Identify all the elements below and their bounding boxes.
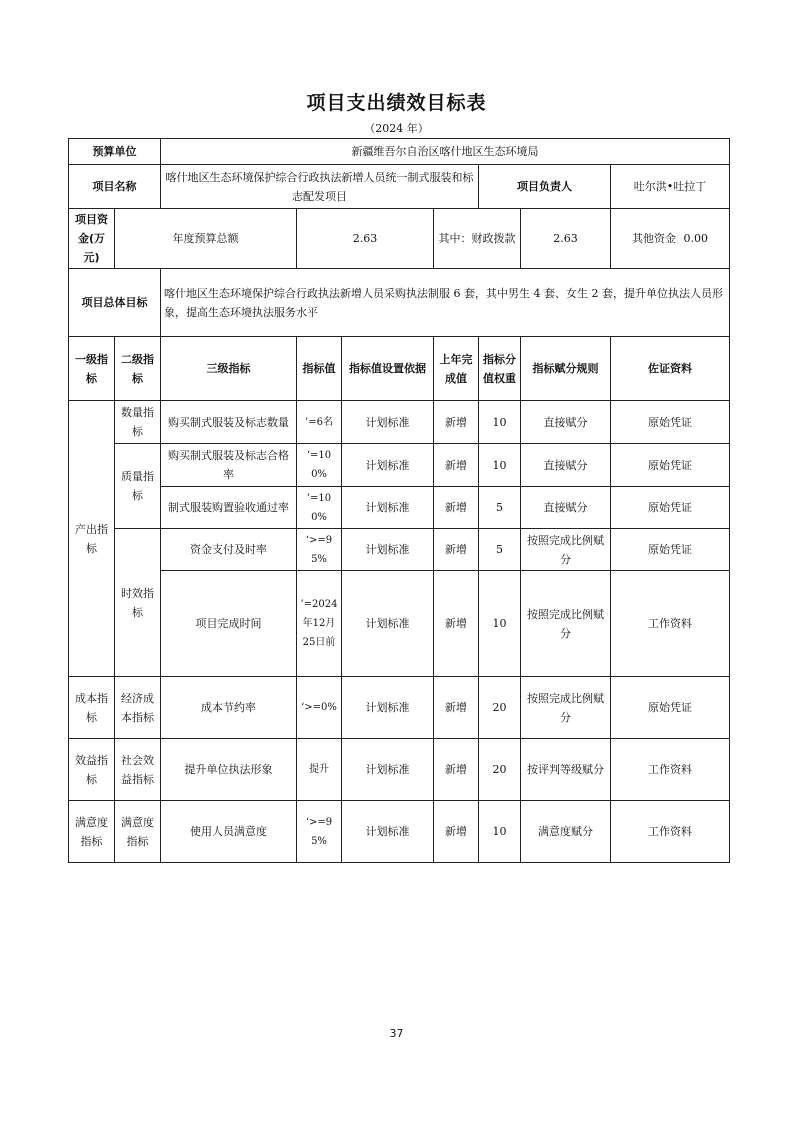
- row-column-headers: [69, 337, 730, 401]
- indicator-evidence: 原始凭证: [611, 529, 730, 571]
- indicator-value: ‘>=0%: [297, 677, 342, 739]
- indicator-prev: 新增: [434, 571, 479, 677]
- indicator-basis: 计划标准: [342, 529, 434, 571]
- indicator-basis: 计划标准: [342, 444, 434, 487]
- col-header-level3: 三级指标: [161, 337, 297, 401]
- indicator-weight: 10: [479, 801, 521, 863]
- indicator-name: 购买制式服装及标志合格率: [161, 444, 297, 487]
- table-row: [69, 444, 730, 487]
- col-header-level1: 一级指标: [69, 337, 115, 401]
- indicator-prev: 新增: [434, 401, 479, 444]
- indicator-evidence: 原始凭证: [611, 677, 730, 739]
- indicator-rule: 按照完成比例赋分: [521, 571, 611, 677]
- level1-cost: 成本指标: [69, 677, 115, 739]
- indicator-evidence: 原始凭证: [611, 444, 730, 487]
- indicator-value: ‘=100%: [297, 444, 342, 487]
- level1-satisfaction: 满意度指标: [69, 801, 115, 863]
- indicator-weight: 10: [479, 571, 521, 677]
- year-label: （2024 年）: [364, 122, 429, 135]
- overall-goal-label: 项目总体目标: [69, 269, 161, 337]
- other-funds-value: 0.00: [683, 232, 709, 245]
- annual-budget-label: 年度预算总额: [115, 209, 297, 269]
- indicator-basis: 计划标准: [342, 401, 434, 444]
- table-row: [69, 801, 730, 863]
- indicator-rule: 满意度赋分: [521, 801, 611, 863]
- project-leader-label: 项目负责人: [479, 165, 611, 209]
- table-row: [69, 529, 730, 571]
- indicator-rule: 直接赋分: [521, 444, 611, 487]
- indicator-basis: 计划标准: [342, 677, 434, 739]
- indicator-prev: 新增: [434, 529, 479, 571]
- indicator-prev: 新增: [434, 739, 479, 801]
- indicator-basis: 计划标准: [342, 739, 434, 801]
- indicator-rule: 直接赋分: [521, 487, 611, 529]
- level1-benefit: 效益指标: [69, 739, 115, 801]
- indicator-name: 制式服装购置验收通过率: [161, 487, 297, 529]
- budget-unit-label: 预算单位: [69, 139, 161, 165]
- row-budget-unit: [69, 139, 730, 165]
- indicator-name: 资金支付及时率: [161, 529, 297, 571]
- indicator-prev: 新增: [434, 444, 479, 487]
- project-leader-value: 吐尔洪•吐拉丁: [611, 165, 730, 209]
- level2-timeliness: 时效指标: [115, 529, 161, 677]
- indicator-basis: 计划标准: [342, 801, 434, 863]
- indicator-prev: 新增: [434, 677, 479, 739]
- fiscal-label: 其中：财政拨款: [434, 209, 521, 269]
- indicator-name: 购买制式服装及标志数量: [161, 401, 297, 444]
- level2-social-benefit: 社会效益指标: [115, 739, 161, 801]
- row-overall-goal: [69, 269, 730, 337]
- indicator-value: ‘>=95%: [297, 529, 342, 571]
- indicator-value: ’=100%: [297, 487, 342, 529]
- level2-cost-economy: 经济成本指标: [115, 677, 161, 739]
- level2-quality: 质量指标: [115, 444, 161, 529]
- indicator-weight: 20: [479, 739, 521, 801]
- project-name-value: 喀什地区生态环境保护综合行政执法新增人员统一制式服装和标志配发项目: [161, 165, 479, 209]
- col-header-weight: 指标分值权重: [479, 337, 521, 401]
- col-header-level2: 二级指标: [115, 337, 161, 401]
- indicator-basis: 计划标准: [342, 571, 434, 677]
- indicator-weight: 10: [479, 444, 521, 487]
- indicator-prev: 新增: [434, 801, 479, 863]
- indicator-prev: 新增: [434, 487, 479, 529]
- col-header-prev-year: 上年完成值: [434, 337, 479, 401]
- indicator-name: 成本节约率: [161, 677, 297, 739]
- col-header-evidence: 佐证资料: [611, 337, 730, 401]
- indicator-weight: 20: [479, 677, 521, 739]
- level2-satisfaction: 满意度指标: [115, 801, 161, 863]
- level1-output: 产出指标: [69, 401, 115, 677]
- budget-unit-value: 新疆维吾尔自治区喀什地区生态环境局: [161, 139, 730, 165]
- fiscal-value: 2.63: [521, 209, 611, 269]
- indicator-name: 使用人员满意度: [161, 801, 297, 863]
- indicator-rule: 直接赋分: [521, 401, 611, 444]
- row-project-name: [69, 165, 730, 209]
- indicator-value: ‘>=95%: [297, 801, 342, 863]
- annual-budget-value: 2.63: [297, 209, 434, 269]
- table-row: [69, 487, 730, 529]
- indicator-weight: 5: [479, 487, 521, 529]
- overall-goal-value: 喀什地区生态环境保护综合行政执法新增人员采购执法制服 6 套，其中男生 4 套、女生 2 套，提升单位执法人员形象，提高生态环境执法服务水平: [161, 269, 730, 337]
- indicator-evidence: 工作资料: [611, 739, 730, 801]
- indicator-name: 项目完成时间: [161, 571, 297, 677]
- indicator-value: ’=6名: [297, 401, 342, 444]
- indicator-rule: 按评判等级赋分: [521, 739, 611, 801]
- indicator-rule: 按照完成比例赋分: [521, 529, 611, 571]
- table-row: [69, 739, 730, 801]
- indicator-evidence: 原始凭证: [611, 487, 730, 529]
- page-title: 项目支出绩效目标表: [306, 92, 487, 114]
- indicator-basis: 计划标准: [342, 487, 434, 529]
- indicator-value: 提升: [297, 739, 342, 801]
- col-header-value: 指标值: [297, 337, 342, 401]
- table-row: [69, 571, 730, 677]
- indicator-value: ’=2024年12月25日前: [297, 571, 342, 677]
- page-number: 37: [389, 1027, 404, 1040]
- indicator-evidence: 工作资料: [611, 801, 730, 863]
- indicator-evidence: 工作资料: [611, 571, 730, 677]
- other-funds-label: 其他资金: [632, 232, 677, 245]
- indicator-rule: 按照完成比例赋分: [521, 677, 611, 739]
- other-funds-cell: [611, 209, 730, 269]
- col-header-rule: 指标赋分规则: [521, 337, 611, 401]
- indicator-weight: 5: [479, 529, 521, 571]
- funds-label: 项目资金(万元): [69, 209, 115, 269]
- row-project-funds: [69, 209, 730, 269]
- indicator-weight: 10: [479, 401, 521, 444]
- performance-target-table: [68, 138, 730, 863]
- table-row: [69, 401, 730, 444]
- level2-quantity: 数量指标: [115, 401, 161, 444]
- indicator-evidence: 原始凭证: [611, 401, 730, 444]
- indicator-name: 提升单位执法形象: [161, 739, 297, 801]
- project-name-label: 项目名称: [69, 165, 161, 209]
- table-row: [69, 677, 730, 739]
- col-header-basis: 指标值设置依据: [342, 337, 434, 401]
